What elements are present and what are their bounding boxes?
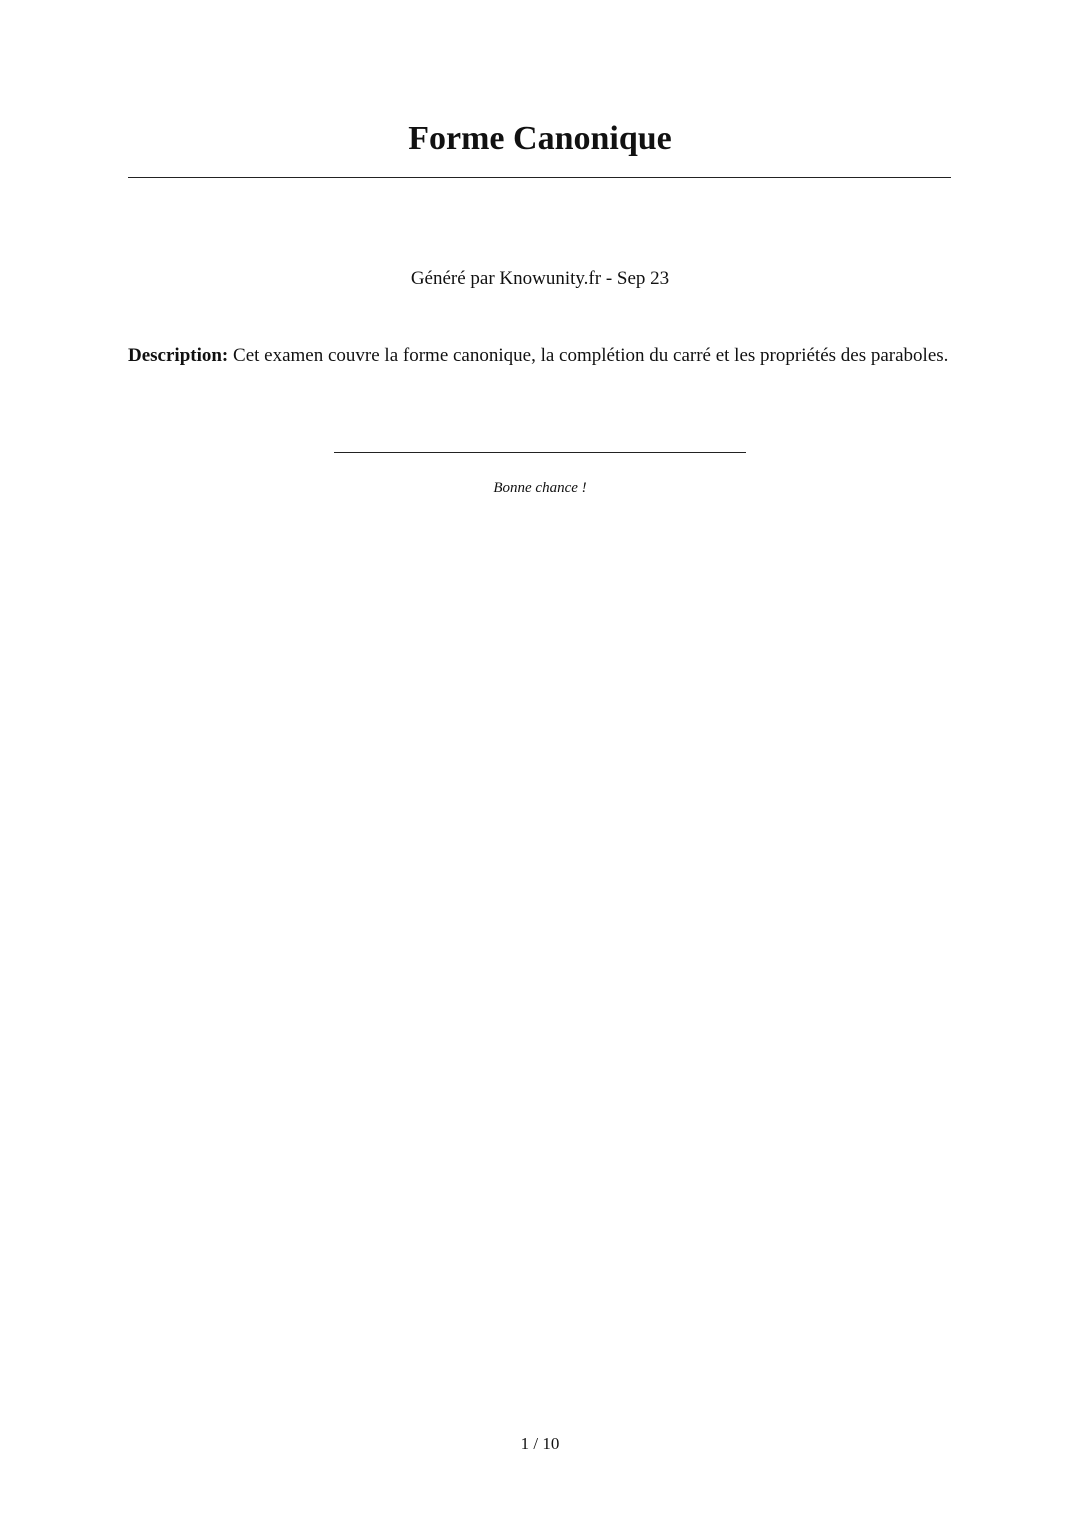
description-label: Description: <box>128 345 229 366</box>
document-title: Forme Canonique <box>408 120 672 157</box>
page-number: 1 / 10 <box>520 1434 560 1453</box>
title-divider <box>128 177 951 178</box>
description-text: Cet examen couvre la forme canonique, la complétion du carré et les propriétés des paraboles. <box>228 345 949 366</box>
description-paragraph <box>128 343 951 370</box>
generated-by-line: Généré par Knowunity.fr - Sep 23 <box>410 268 670 289</box>
closing-divider <box>334 452 746 453</box>
closing-message: Bonne chance ! <box>493 480 587 496</box>
